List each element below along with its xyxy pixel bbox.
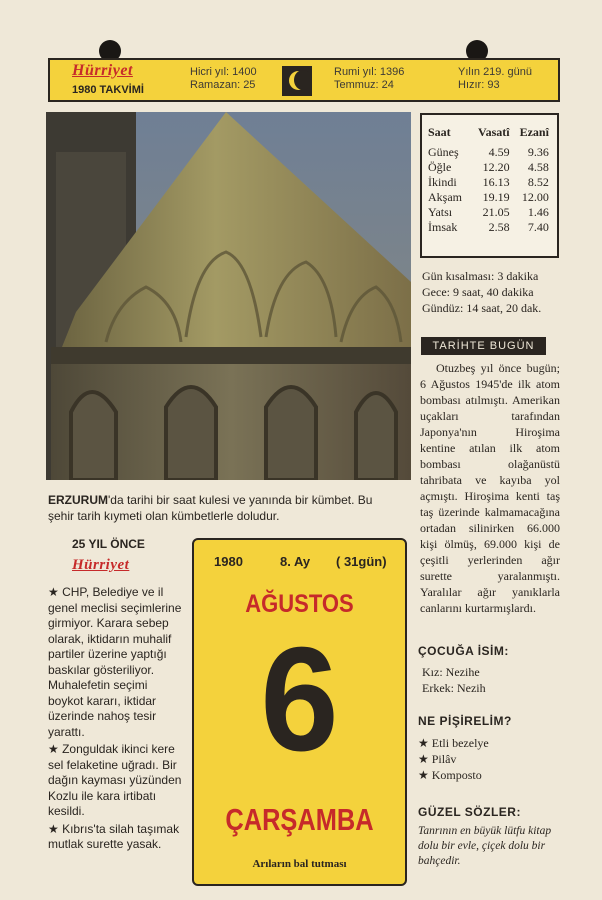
history-title: TARİHTE BUGÜN: [421, 337, 546, 355]
erzurum-photo: [46, 112, 411, 480]
hizir-day: Hızır: 93: [458, 79, 500, 91]
ezani-time: 9.36: [527, 145, 549, 159]
news-item: ★ Zonguldak ikinci kere sel felaketine uğradı. Bir dağın kayması yüzünden Kozlu ile kara irtibatı kesildi.: [48, 742, 182, 818]
night-length: Gece: 9 saat, 40 dakika: [422, 285, 534, 299]
dish-item: ★ Etli bezelye: [418, 736, 489, 750]
ezani-time: 7.40: [527, 220, 549, 234]
table-row: [428, 220, 553, 235]
table-row: [428, 145, 553, 160]
caption-text: 'da tarihi bir saat kulesi ve yanında bir kümbet. Bu şehir tarih kıymeti olan kümbetlerle doludur.: [48, 493, 373, 523]
baby-names-list: [422, 664, 486, 696]
day-number: 6: [260, 617, 339, 782]
day-of-year: Yılın 219. günü: [458, 66, 533, 78]
ezani-time: 12.00: [521, 190, 549, 204]
years-ago-news: [48, 585, 184, 853]
rumi-month: Temmuz: 24: [334, 79, 394, 91]
hurriyet-logo: Hürriyet: [72, 62, 133, 79]
news-item: ★ CHP, Belediye ve il genel meclisi seçimlerine girmiyor. Karara sebep olarak, iktidarın muhalif partiler üzerine yaptığı baskılar gösteriliyor. Muhalefetin seçimi boykot kararı, iktidar üzerinde nahoş tesir yarattı.: [48, 585, 182, 739]
weekday-name: ÇARŞAMBA: [225, 802, 374, 837]
daylight-info: [422, 268, 541, 316]
ezani-time: 4.58: [527, 160, 549, 174]
quote-title: GÜZEL SÖZLER:: [418, 805, 521, 819]
quote-text: Tanrının en büyük lütfu kitap dolu bir evle, çiçek dolu bir bahçedir.: [418, 825, 552, 867]
vasati-time: 16.13: [482, 175, 510, 189]
ezani-time: 1.46: [527, 205, 549, 219]
rumi-year: Rumi yıl: 1396: [334, 66, 405, 78]
column-header: Ezanî: [519, 125, 549, 139]
girl-name: Kız: Nezihe: [422, 665, 480, 679]
crescent-moon-icon: [282, 66, 312, 96]
calendar-header: [48, 58, 560, 102]
table-row: [428, 190, 553, 205]
month-number: 8. Ay: [280, 554, 311, 569]
calendar-day-card: [192, 538, 407, 886]
month-days: ( 31gün): [336, 554, 387, 569]
baby-names-title: ÇOCUĞA İSİM:: [418, 644, 509, 658]
dish-item: ★ Pilâv: [418, 752, 457, 766]
photo-caption: [48, 492, 388, 524]
cooking-list: [418, 735, 489, 783]
dish-item: ★ Komposto: [418, 768, 482, 782]
calendar-year: 1980: [214, 554, 243, 569]
vasati-time: 21.05: [482, 205, 510, 219]
day-length: Gündüz: 14 saat, 20 dak.: [422, 301, 542, 315]
hurriyet-logo-small: Hürriyet: [72, 557, 130, 573]
day-shortening: Gün kısalması: 3 dakika: [422, 269, 539, 283]
boy-name: Erkek: Nezih: [422, 681, 486, 695]
calendar-note: Arıların bal tutması: [252, 858, 347, 870]
column-header: Saat: [428, 125, 451, 139]
prayer-name: Öğle: [428, 160, 452, 174]
prayer-name: İmsak: [428, 220, 458, 234]
prayer-name: Güneş: [428, 145, 459, 159]
history-text: Otuzbeş yıl önce bugün; 6 Ağustos 1945'de ilk atom bombası atılmıştı. Amerikan uçakları tarafından Japonya'nın Hiroşima kentine atılan ilk atom bombası olağanüstü tahribata ve kayıba yol açmıştı. Hiroşima kenti taş taş üzerinde kalmamacağına ortadan silinirken 66.000 kişi ölmüş, 69.000 kişi de çeşitli yerlerinden ağır surette yaralanmıştı. Yaralılar ağır yanıklarla canlarını kurtarmışlardı.: [420, 361, 560, 615]
ramadan-day: Ramazan: 25: [190, 79, 256, 91]
cooking-title: NE PİŞİRELİM?: [418, 714, 512, 728]
prayer-name: İkindi: [428, 175, 457, 189]
month-name: AĞUSTOS: [245, 590, 354, 618]
vasati-time: 12.20: [482, 160, 510, 174]
prayer-times-table: [420, 113, 559, 258]
vasati-time: 2.58: [488, 220, 510, 234]
table-row: [428, 175, 553, 190]
caption-city: ERZURUM: [48, 493, 108, 507]
table-row: [428, 205, 553, 220]
hijri-year: Hicri yıl: 1400: [190, 66, 257, 78]
news-item: ★ Kıbrıs'ta silah taşımak mutlak surette yasak.: [48, 821, 180, 851]
table-row: [428, 160, 553, 175]
ezani-time: 8.52: [527, 175, 549, 189]
vasati-time: 4.59: [488, 145, 510, 159]
prayer-name: Akşam: [428, 190, 462, 204]
vasati-time: 19.19: [482, 190, 510, 204]
column-header: Vasatî: [478, 125, 510, 139]
prayer-name: Yatsı: [428, 205, 453, 219]
calendar-label: 1980 TAKVİMİ: [72, 84, 144, 96]
years-ago-title: 25 YIL ÖNCE: [72, 537, 145, 551]
